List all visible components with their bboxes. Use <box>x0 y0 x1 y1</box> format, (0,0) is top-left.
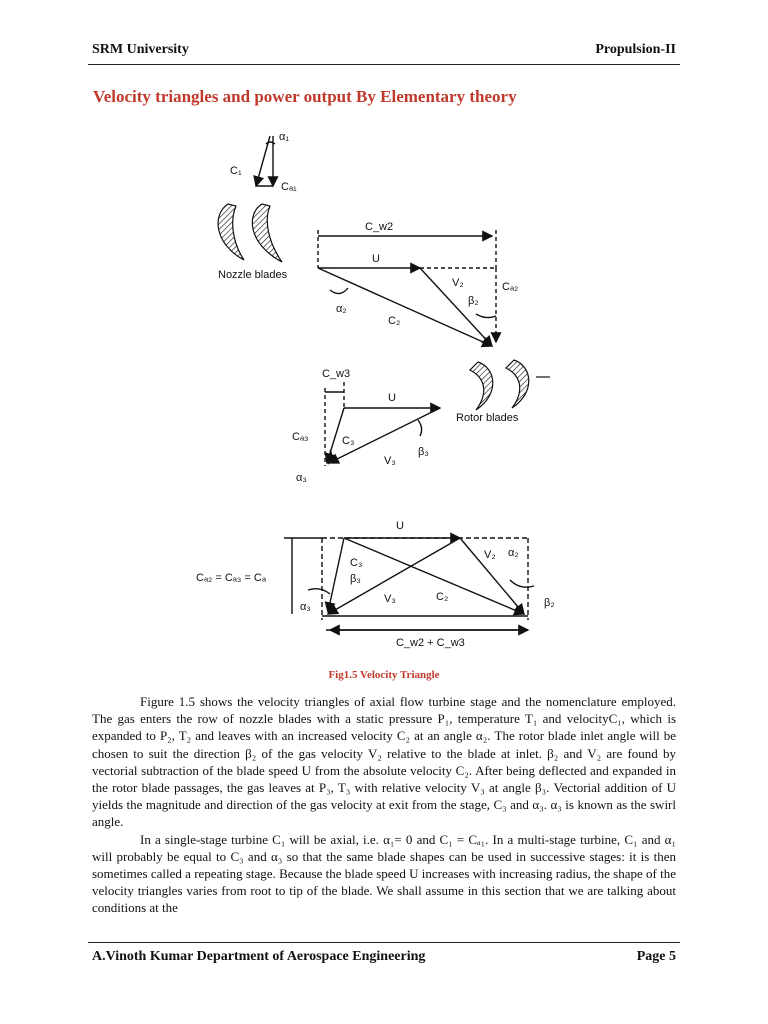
label-u-top: U <box>372 253 380 265</box>
label-cw2: C_w2 <box>365 221 394 233</box>
label-alpha3: α₃ <box>296 472 307 484</box>
paragraph-2: In a single-stage turbine C₁ will be axial, i.e. α₁= 0 and C₁ = Cₐ₁. In a multi-stage turbine, C₁ and α₁ will probably be equal to C₃ and α₃ so that the same blade shapes can be used in successive stages: it is then sometimes called a repeating stage. Because the blade speed U increases with increasing radius, the shape of the velocity triangles varies from root to tip of the blade. We shall assume in this section that we are talking about conditions at the <box>92 831 676 916</box>
label-c1: C₁ <box>230 165 242 177</box>
velocity-triangle-figure <box>0 120 768 665</box>
combined-triangle <box>284 538 534 630</box>
label-c2-bottom: C₂ <box>436 591 449 603</box>
page-number: Page 5 <box>636 949 676 964</box>
header-rule <box>88 64 680 65</box>
label-v2: V₂ <box>452 277 464 289</box>
section-title: Velocity triangles and power output By Elementary theory <box>93 87 517 106</box>
label-u-bottom: U <box>396 520 404 532</box>
label-alpha3-bottom: α₃ <box>300 601 311 613</box>
label-c3: C₃ <box>342 435 355 447</box>
rotor-inlet-triangle <box>318 230 496 346</box>
label-combined-axial: Cₐ₂ = Cₐ₃ = Cₐ <box>196 572 266 584</box>
label-c3-bottom: C₃ <box>350 557 363 569</box>
label-beta2-bottom: β₂ <box>544 597 555 609</box>
footer-rule <box>88 942 680 943</box>
figure-caption: Fig1.5 Velocity Triangle <box>328 669 440 681</box>
label-beta3: β₃ <box>418 446 429 458</box>
label-ca1: Cₐ₁ <box>281 181 297 193</box>
label-sum-whirl: C_w2 + C_w3 <box>396 637 465 649</box>
label-ca2: Cₐ₂ <box>502 281 519 293</box>
label-c2: C₂ <box>388 315 401 327</box>
page-header <box>92 42 676 62</box>
label-nozzle-blades: Nozzle blades <box>218 269 288 281</box>
header-university: SRM University <box>92 42 189 57</box>
label-rotor-blades: Rotor blades <box>456 412 519 424</box>
label-alpha1: α₁ <box>279 131 290 143</box>
label-v3-bottom: V₃ <box>384 593 396 605</box>
label-alpha2: α₂ <box>336 303 347 315</box>
inlet-triangle <box>256 136 275 186</box>
label-u-mid: U <box>388 392 396 404</box>
paragraph-1: Figure 1.5 shows the velocity triangles of axial flow turbine stage and the nomenclature employed. The gas enters the row of nozzle blades with a static pressure P₁, temperature T₁ and velocityC₁, which is expanded to P₂, T₂ and leaves with an increased velocity C₂ at an angle α₂. The rotor blade inlet angle will be chosen to suit the direction β₂ of the gas velocity V₂ relative to the blade at inlet. β₂ and V₂ are found by vectorial subtraction of the blade speed U from the absolute velocity C₂. After being deflected and expanded in the rotor blade passages, the gas leaves at P₃, T₃ with relative velocity V₃ at angle β₃. Vectorial addition of U yields the magnitude and direction of the gas velocity at exit from the stage, C₃ and α₃. α₃ is known as the swirl angle. <box>92 694 676 830</box>
header-course: Propulsion-II <box>595 42 676 57</box>
label-ca3: Cₐ₃ <box>292 431 309 443</box>
label-beta2: β₂ <box>468 295 479 307</box>
rotor-blades <box>470 360 550 410</box>
nozzle-blades <box>218 204 282 262</box>
body-text <box>92 693 676 917</box>
label-cw3: C_w3 <box>322 368 351 380</box>
label-v3: V₃ <box>384 455 396 467</box>
label-v2-bottom: V₂ <box>484 549 496 561</box>
footer-author: A.Vinoth Kumar Department of Aerospace Engineering <box>92 949 426 964</box>
label-alpha2-bottom: α₂ <box>508 547 519 559</box>
label-beta3-bottom: β₃ <box>350 573 361 585</box>
